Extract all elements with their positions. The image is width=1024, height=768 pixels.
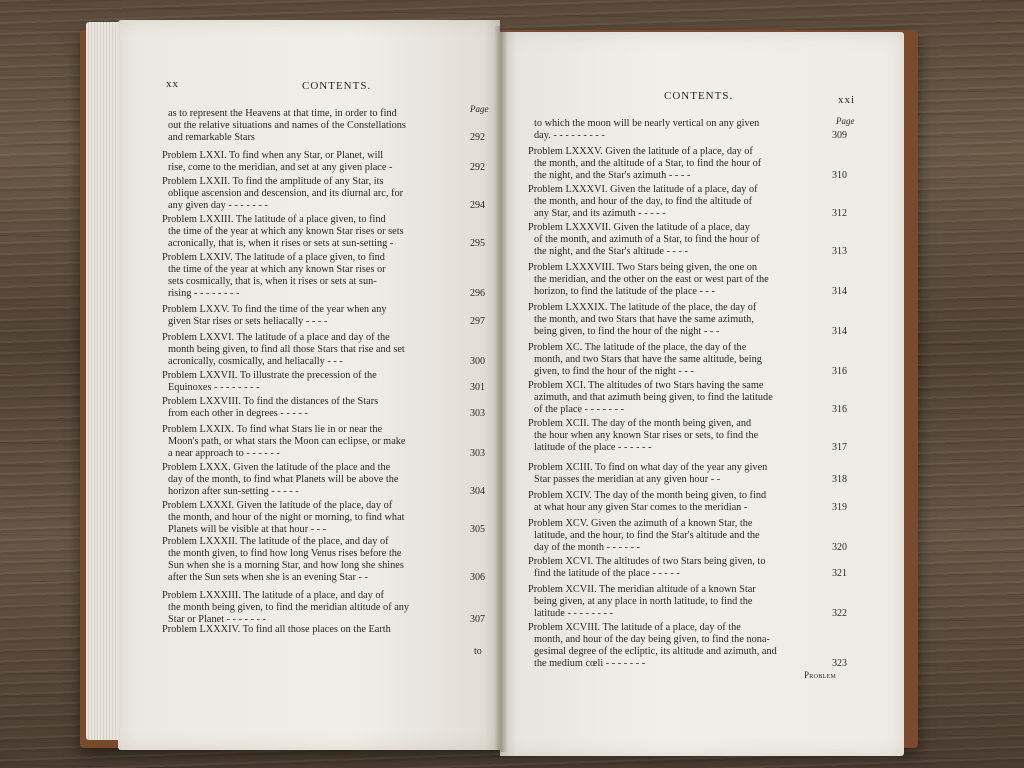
toc-page-number: 306 [470,572,485,583]
toc-entry [162,176,468,212]
toc-entry [528,380,830,416]
toc-page-number: 309 [832,130,847,141]
toc-entry-line: the month, and the altitude of a Star, to find the hour of [534,158,762,169]
toc-entry-line: any Star, and its azimuth - - - - - [534,208,666,219]
toc-entry-line: Problem XCVI. The altitudes of two Stars being given, to [528,556,766,567]
page-column-label-left: Page [470,104,489,114]
toc-entry-line: Problem XCVII. The meridian altitude of a known Star [528,584,756,595]
toc-entry-line: the time of the year at which any known Star rises or sets [168,226,404,237]
catchword-left: to [474,646,482,657]
toc-entry [162,252,468,300]
toc-entry-line: Problem LXXVIII. To find the distances of the Stars [162,396,379,407]
toc-entry-line: day. - - - - - - - - - [534,130,605,141]
page-number-right: xxi [838,94,856,106]
toc-entry-line: given, to find the hour of the night - - - [534,366,694,377]
toc-entry-line: Planets will be visible at that hour - - - [168,524,327,535]
toc-entry-line: rise, come to the meridian, and set at any given place - [168,162,393,173]
toc-entry-line: Sun when she is a morning Star, and how long she shines [168,560,404,571]
toc-entry-line: the month, and hour of the day, to find the altitude of [534,196,753,207]
toc-page-number: 294 [470,200,485,211]
toc-entry-line: Problem LXXVI. The latitude of a place and day of the [162,332,390,343]
toc-page-number: 304 [470,486,485,497]
toc-entry-line: Problem LXXVII. To illustrate the precession of the [162,370,377,381]
toc-page-number: 303 [470,448,485,459]
toc-page-number: 292 [470,132,485,143]
toc-page-number: 314 [832,326,847,337]
page-number-left: xx [166,78,179,90]
toc-entry [528,342,830,378]
toc-entry-line: the night, and the Star's altitude - - - - [534,246,688,257]
toc-entry [162,150,468,174]
toc-page-number: 317 [832,442,847,453]
toc-entry-line: Moon's path, or what stars the Moon can eclipse, or make [168,436,406,447]
toc-entry [162,536,468,584]
toc-entry [534,118,830,142]
toc-entry-line: being given, at any place in north latitude, to find the [534,596,753,607]
toc-entry-line: to which the moon will be nearly vertical on any given [534,118,760,129]
toc-entry-line: Equinoxes - - - - - - - - [168,382,260,393]
toc-entry-line: a near approach to - - - - - - [168,448,280,459]
toc-entry [162,500,468,536]
toc-entry-line: Problem LXXIV. The latitude of a place given, to find [162,252,385,263]
book-gutter [494,26,508,752]
toc-entry [162,370,468,394]
left-page [118,20,500,750]
toc-entry-line: horizon after sun-setting - - - - - [168,486,299,497]
toc-page-number: 301 [470,382,485,393]
toc-entry [168,108,468,144]
toc-entry-line: the night, and the Star's azimuth - - - - [534,170,691,181]
toc-page-number: 313 [832,246,847,257]
toc-entry-line: azimuth, and that azimuth being given, to find the latitude [534,392,773,403]
toc-page-number: 323 [832,658,847,669]
toc-entry-line: gesimal degree of the ecliptic, its altitude and azimuth, and [534,646,777,657]
running-header-left: CONTENTS. [302,80,372,92]
toc-entry-line: month, and two Stars that have the same altitude, being [534,354,762,365]
toc-entry [528,146,830,182]
toc-entry [528,302,830,338]
toc-entry [528,518,830,554]
toc-page-number: 295 [470,238,485,249]
toc-page-number: 321 [832,568,847,579]
toc-entry-line: Problem LXXII. To find the amplitude of any Star, its [162,176,384,187]
toc-entry-line: after the Sun sets when she is an evening Star - - [168,572,368,583]
toc-entry-line: the month being given, to find the meridian altitude of any [168,602,410,613]
toc-entry-line: given Star rises or sets heliacally - - - - [168,316,328,327]
toc-entry-line: Problem LXXIII. The latitude of a place given, to find [162,214,386,225]
toc-entry-line: day of the month, to find what Planets will be above the [168,474,399,485]
toc-entry-line: the medium cœli - - - - - - - [534,658,646,669]
toc-entry-line: Problem LXXIX. To find what Stars lie in or near the [162,424,383,435]
toc-entry-line: Problem XC. The latitude of the place, the day of the [528,342,747,353]
toc-entry-line: acronically, cosmically, and heliacally - - - [168,356,343,367]
toc-entry-line: Problem XCIV. The day of the month being given, to find [528,490,767,501]
toc-entry-line: day of the month - - - - - - [534,542,641,553]
toc-page-number: 316 [832,366,847,377]
toc-page-number: 319 [832,502,847,513]
toc-entry-line: Problem LXXXIV. To find all those places on the Earth [162,624,391,635]
toc-entry [162,304,468,328]
toc-entry-line: oblique ascension and descension, and its diurnal arc, for [168,188,404,199]
toc-page-number: 307 [470,614,485,625]
toc-entry-line: the month, and hour of the night or morning, to find what [168,512,405,523]
toc-entry-line: Problem XCII. The day of the month being given, and [528,418,752,429]
toc-entry [528,462,830,486]
toc-entry-line: Problem LXXXVI. Given the latitude of a place, day of [528,184,758,195]
toc-entry-line: Star or Planet - - - - - - - [168,614,267,625]
toc-entry-line: Problem LXXXIII. The latitude of a place, and day of [162,590,384,601]
toc-entry-line: Problem LXXXVII. Given the latitude of a place, day [528,222,750,233]
toc-entry-line: Problem LXXV. To find the time of the year when any [162,304,387,315]
toc-entry-line: the time of the year at which any known Star rises or [168,264,386,275]
toc-entry [162,396,468,420]
catchword-right: Problem [804,670,837,680]
toc-entry-line: Problem LXXI. To find when any Star, or Planet, will [162,150,384,161]
toc-page-number: 296 [470,288,485,299]
toc-entry [162,214,468,250]
toc-entry [528,222,830,258]
toc-entry-line: latitude - - - - - - - - [534,608,613,619]
running-header-right: CONTENTS. [664,90,734,102]
toc-entry [528,584,830,620]
toc-entry-line: find the latitude of the place - - - - - [534,568,680,579]
toc-entry [162,624,468,636]
toc-page-number: 305 [470,524,485,535]
toc-entry-line: Problem LXXXII. The latitude of the place, and day of [162,536,389,547]
toc-page-number: 322 [832,608,847,619]
toc-page-number: 320 [832,542,847,553]
toc-entry-line: the month given, to find how long Venus rises before the [168,548,402,559]
toc-page-number: 292 [470,162,485,173]
toc-entry [162,332,468,368]
toc-entry-line: Problem LXXXV. Given the latitude of a place, day of [528,146,753,157]
toc-entry-line: the hour when any known Star rises or sets, to find the [534,430,759,441]
toc-entry-line: latitude, and the hour, to find the Star's altitude and the [534,530,760,541]
toc-entry [528,556,830,580]
toc-entry-line: Problem LXXX. Given the latitude of the place and the [162,462,391,473]
toc-entry-line: as to represent the Heavens at that time, in order to find [168,108,397,119]
toc-page-number: 318 [832,474,847,485]
toc-entry-line: latitude of the place - - - - - - [534,442,652,453]
toc-entry-line: out the relative situations and names of the Constellations [168,120,406,131]
toc-entry-line: horizon, to find the latitude of the place - - - [534,286,715,297]
toc-entry [528,262,830,298]
toc-entry-line: Problem LXXXI. Given the latitude of the place, day of [162,500,393,511]
toc-page-number: 297 [470,316,485,327]
toc-page-number: 312 [832,208,847,219]
toc-entry [162,590,468,626]
toc-entry [528,490,830,514]
toc-entry [528,622,830,670]
toc-entry [162,462,468,498]
toc-entry-line: month, and hour of the day being given, to find the nona- [534,634,770,645]
toc-entry-line: of the month, and azimuth of a Star, to find the hour of [534,234,760,245]
toc-entry-line: month being given, to find all those Stars that rise and set [168,344,405,355]
toc-entry-line: the meridian, and the other on the east or west part of the [534,274,769,285]
toc-entry [528,418,830,454]
toc-entry-line: sets cosmically, that is, when it rises or sets at sun- [168,276,377,287]
right-page [500,32,904,756]
toc-page-number: 310 [832,170,847,181]
toc-entry-line: Problem LXXXVIII. Two Stars being given, the one on [528,262,758,273]
toc-entry-line: Problem XCIII. To find on what day of the year any given [528,462,768,473]
toc-entry-line: being given, to find the hour of the night - - - [534,326,720,337]
toc-entry-line: the month, and two Stars that have the same azimuth, [534,314,754,325]
page-column-label-right: Page [836,116,855,126]
toc-entry-line: Problem XCVIII. The latitude of a place, day of the [528,622,741,633]
toc-entry-line: Problem XCV. Given the azimuth of a known Star, the [528,518,753,529]
toc-entry-line: from each other in degrees - - - - - [168,408,308,419]
toc-entry-line: Star passes the meridian at any given hour - - [534,474,721,485]
toc-entry [162,424,468,460]
toc-entry-line: and remarkable Stars [168,132,255,143]
toc-page-number: 314 [832,286,847,297]
toc-entry-line: any given day - - - - - - - [168,200,268,211]
toc-entry-line: of the place - - - - - - - [534,404,625,415]
toc-entry-line: at what hour any given Star comes to the meridian - [534,502,748,513]
toc-entry-line: Problem XCI. The altitudes of two Stars having the same [528,380,764,391]
toc-entry-line: Problem LXXXIX. The latitude of the place, the day of [528,302,757,313]
toc-entry [528,184,830,220]
toc-entry-line: rising - - - - - - - - [168,288,240,299]
toc-entry-line: acronically, that is, when it rises or sets at sun-setting - [168,238,394,249]
toc-page-number: 300 [470,356,485,367]
toc-page-number: 303 [470,408,485,419]
toc-page-number: 316 [832,404,847,415]
